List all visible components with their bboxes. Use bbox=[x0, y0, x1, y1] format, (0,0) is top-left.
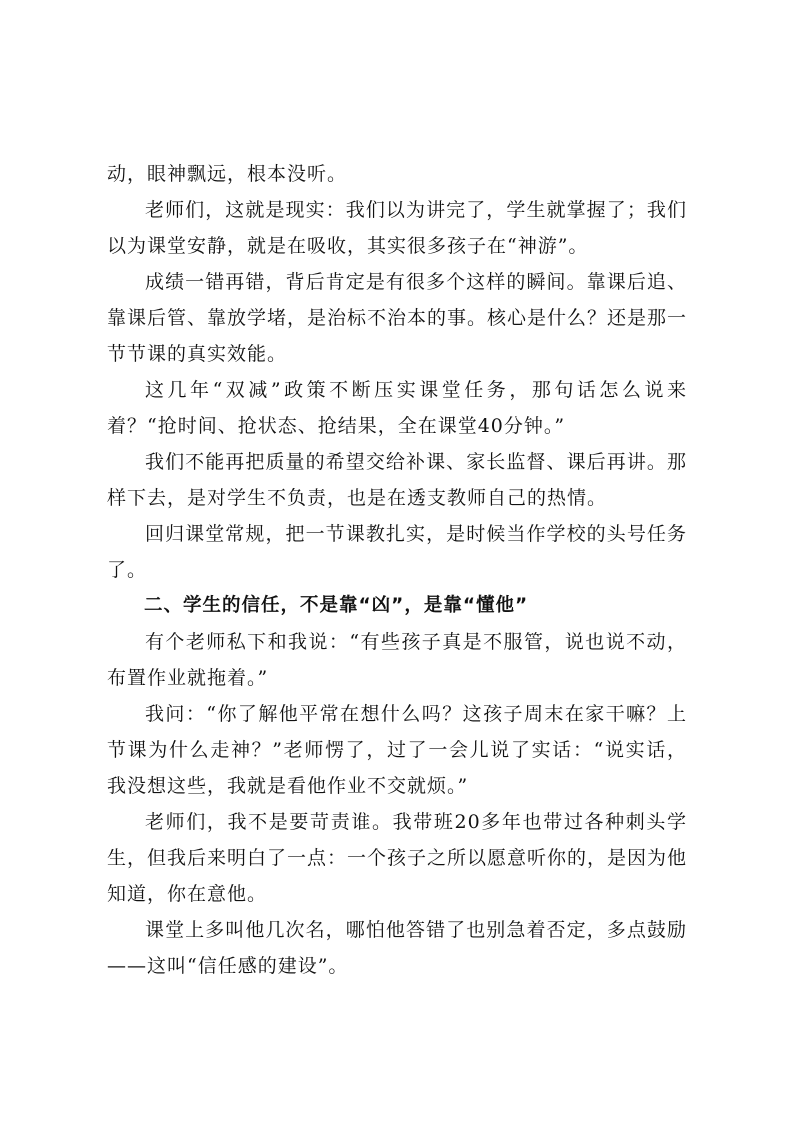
paragraph-reality: 老师们，这就是现实：我们以为讲完了，学生就掌握了；我们以为课堂安静，就是在吸收，其实很多孩子在“神游”。 bbox=[107, 199, 687, 257]
paragraph-teacher-quote: 有个老师私下和我说：“有些孩子真是不服管，说也说不动，布置作业就拖着。” bbox=[107, 631, 687, 689]
paragraph-classroom-routine: 回归课堂常规，把一节课教扎实，是时候当作学校的头号任务了。 bbox=[107, 523, 687, 581]
document-body bbox=[107, 156, 687, 984]
section-heading: 二、学生的信任，不是靠“凶”，是靠“懂他” bbox=[144, 595, 529, 616]
paragraph-continuation: 动，眼神飘远，根本没听。 bbox=[107, 163, 348, 185]
paragraph-responsibility: 我们不能再把质量的希望交给补课、家长监督、课后再讲。那样下去，是对学生不负责，也是在透支教师自己的热情。 bbox=[107, 451, 687, 509]
paragraph-double-reduction: 这几年“双减”政策不断压实课堂任务，那句话怎么说来着？“抢时间、抢状态、抢结果，全在课堂40分钟。” bbox=[107, 379, 687, 437]
paragraph-experience: 老师们，我不是要苛责谁。我带班20多年也带过各种刺头学生，但我后来明白了一点：一个孩子之所以愿意听你的，是因为他知道，你在意他。 bbox=[107, 811, 688, 905]
paragraph-trust-building: 课堂上多叫他几次名，哪怕他答错了也别急着否定，多点鼓励——这叫“信任感的建设”。 bbox=[107, 919, 687, 977]
paragraph-efficiency: 成绩一错再错，背后肯定是有很多个这样的瞬间。靠课后追、靠课后管、靠放学堵，是治标不治本的事。核心是什么？还是那一节节课的真实效能。 bbox=[107, 271, 688, 365]
paragraph-question: 我问：“你了解他平常在想什么吗？这孩子周末在家干嘛？上节课为什么走神？”老师愣了，过了一会儿说了实话：“说实话，我没想这些，我就是看他作业不交就烦。” bbox=[107, 703, 687, 797]
